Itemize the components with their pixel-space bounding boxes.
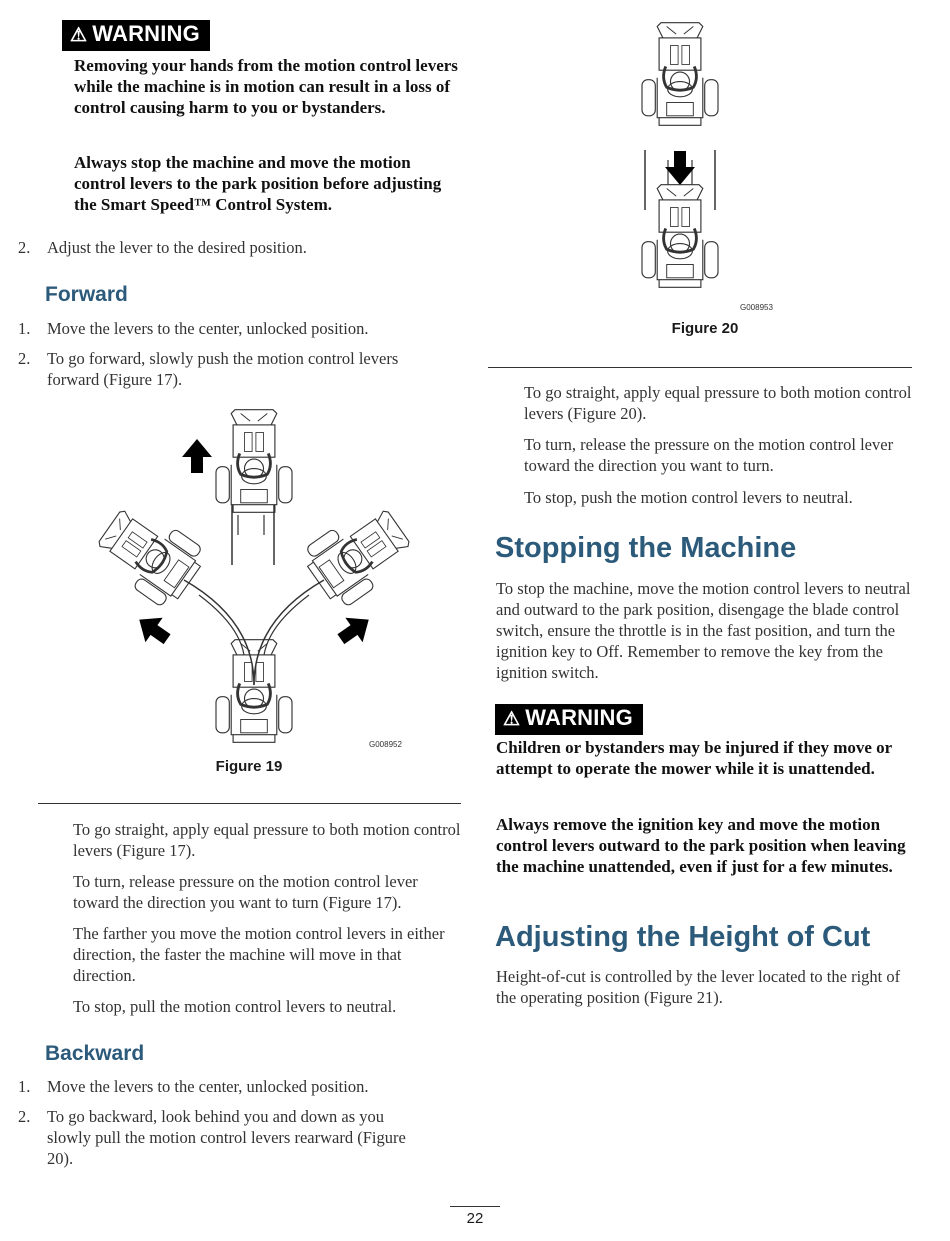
paragraph: To go straight, apply equal pressure to both motion control levers (Figure 17).	[73, 820, 461, 860]
warning-text-1: Children or bystanders may be injured if they move or attempt to operate the mower while it is unattended.	[496, 738, 892, 778]
height-heading: Adjusting the Height of Cut	[495, 921, 871, 953]
warning-text-2: Always remove the ignition key and move the motion control levers outward to the park position when leaving the machine unattended, even if just for a few minutes.	[496, 815, 906, 876]
paragraph: To turn, release pressure on the motion control lever toward the direction you want to turn (Figure 17).	[73, 872, 418, 912]
warning-text-1: Removing your hands from the motion control levers while the machine is in motion can result in a loss of control causing harm to you or bystanders.	[74, 56, 458, 117]
divider	[450, 1206, 500, 1207]
figure-20-caption: Figure 20	[671, 320, 739, 337]
forward-heading: Forward	[45, 283, 128, 306]
paragraph: Height-of-cut is controlled by the lever located to the right of the operating position (Figure 21).	[496, 967, 901, 1007]
warning-triangle-icon: ⚠	[70, 25, 88, 46]
paragraph: To stop, push the motion control levers to neutral.	[524, 488, 853, 507]
warning-text-2: Always stop the machine and move the motion control levers to the park position before adjusting the Smart Speed™ Control System.	[74, 153, 442, 214]
divider	[38, 803, 461, 804]
paragraph: To turn, release the pressure on the motion control lever toward the direction you want to turn.	[524, 435, 894, 475]
figure-20-illustration	[600, 15, 830, 315]
page-number: 22	[466, 1210, 484, 1227]
warning-triangle-icon: ⚠	[503, 709, 521, 730]
figure-19-illustration	[104, 395, 464, 755]
warning-badge-label: WARNING	[525, 705, 633, 730]
paragraph: To stop, pull the motion control levers to neutral.	[73, 997, 397, 1016]
warning-badge-label: WARNING	[92, 21, 200, 46]
paragraph: The farther you move the motion control levers in either direction, the faster the machine will move in that direction.	[73, 924, 445, 985]
paragraph: To go straight, apply equal pressure to both motion control levers (Figure 20).	[524, 383, 912, 423]
stopping-heading: Stopping the Machine	[495, 532, 797, 564]
figure-19-caption: Figure 19	[215, 758, 283, 775]
figure-19-code: G008952	[369, 740, 402, 749]
paragraph: To stop the machine, move the motion control levers to neutral and outward to the park position, disengage the blade control switch, ensure the throttle is in the fast position, and turn the ignition key to Off. Remember to remove the key from the ignition switch.	[496, 579, 911, 682]
divider	[488, 367, 912, 368]
warning-badge	[62, 20, 210, 51]
backward-heading: Backward	[45, 1042, 145, 1065]
warning-badge	[495, 704, 643, 735]
figure-20-code: G008953	[740, 303, 773, 312]
